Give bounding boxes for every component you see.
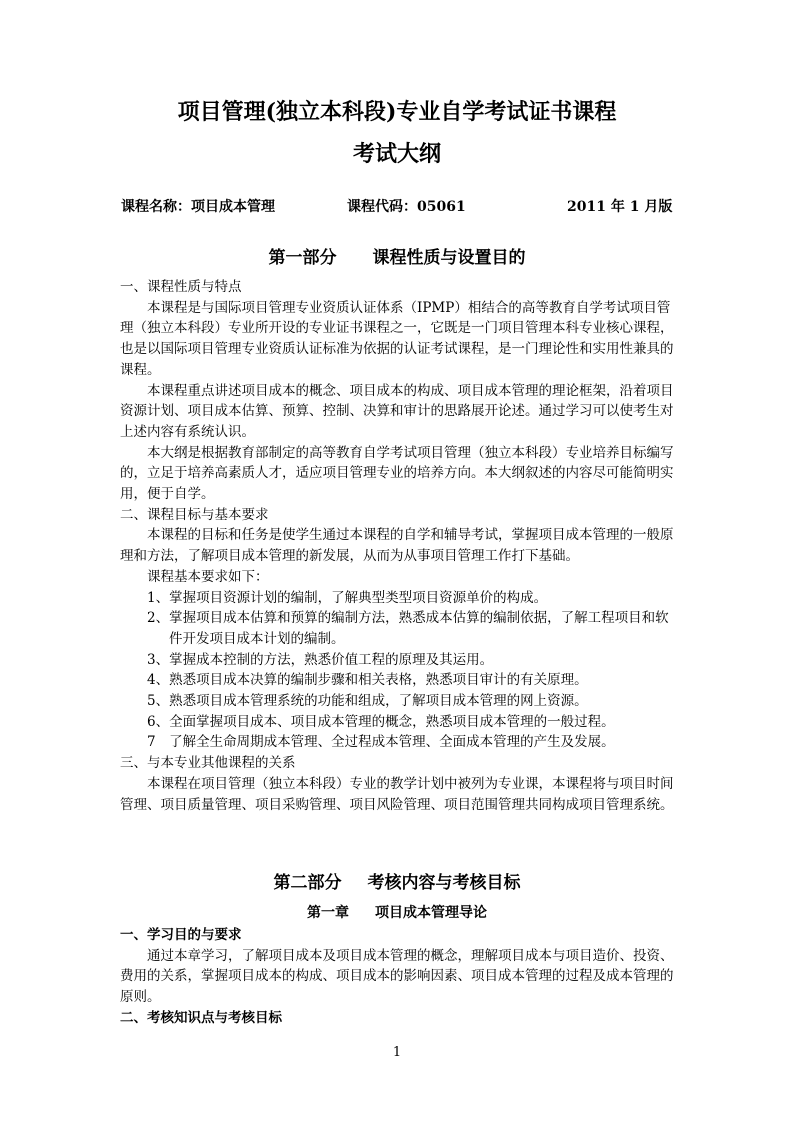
chapter-label: 第一章 xyxy=(307,905,349,921)
paragraph: 本课程是与国际项目管理专业资质认证体系（IPMP）相结合的高等教育自学考试项目管理（独立本科段）专业所开设的专业证书课程之一，它既是一门项目管理本科专业核心课程，也是以国际项目管理专业资质认证标准为依据的认证考试课程，是一门理论性和实用性兼具的课程。 xyxy=(120,299,674,378)
course-name: 课程名称：项目成本管理 xyxy=(121,199,275,215)
course-meta xyxy=(121,197,681,219)
section-heading: 一、学习目的与要求 xyxy=(120,927,242,943)
section-heading: 二、考核知识点与考核目标 xyxy=(120,1009,282,1026)
paragraph: 本大纲是根据教育部制定的高等教育自学考试项目管理（独立本科段）专业培养目标编写的，立足于培养高素质人才，适应项目管理专业的培养方向。本大纲叙述的内容尽可能简明实用，便于自学。 xyxy=(120,444,674,503)
requirement-item: 6、全面掌握项目成本、项目成本管理的概念，熟悉项目成本管理的一般过程。 xyxy=(147,713,615,730)
paragraph: 通过本章学习，了解项目成本及项目成本管理的概念，理解项目成本与项目造价、投资、费用的关系，掌握项目成本的构成、项目成本的影响因素、项目成本管理的过程及成本管理的原则。 xyxy=(120,947,674,1006)
requirement-item: 2、掌握项目成本估算和预算的编制方法，熟悉成本估算的编制依据，了解工程项目和软件开发项目成本计划的编制。 xyxy=(147,610,669,647)
edition: 2011 年 1 月版 xyxy=(567,199,673,215)
chapter-heading xyxy=(0,903,794,923)
document-title: 项目管理(独立本科段)专业自学考试证书课程 xyxy=(177,99,617,125)
paragraph: 本课程在项目管理（独立本科段）专业的教学计划中被列为专业课，本课程将与项目时间管理、项目质量管理、项目采购管理、项目风险管理、项目范围管理共同构成项目管理系统。 xyxy=(120,775,674,813)
requirement-item: 7 了解全生命周期成本管理、全过程成本管理、全面成本管理的产生及发展。 xyxy=(147,734,615,751)
section-heading: 三、与本专业其他课程的关系 xyxy=(120,755,296,772)
section-heading: 二、课程目标与基本要求 xyxy=(120,506,269,523)
requirements-intro: 课程基本要求如下： xyxy=(147,568,269,585)
section-heading: 一、课程性质与特点 xyxy=(120,279,242,295)
part2-heading xyxy=(0,872,794,894)
part1-body xyxy=(120,277,680,815)
part2-title: 考核内容与考核目标 xyxy=(367,873,521,893)
part1-title: 课程性质与设置目的 xyxy=(372,248,526,268)
page-number: 1 xyxy=(392,1045,402,1060)
requirement-item: 5、熟悉项目成本管理系统的功能和组成，了解项目成本管理的网上资源。 xyxy=(147,693,588,710)
part1-heading xyxy=(0,247,794,269)
paragraph: 本课程重点讲述项目成本的概念、项目成本的构成、项目成本管理的理论框架，沿着项目资源计划、项目成本估算、预算、控制、决算和审计的思路展开论述。通过学习可以使考生对上述内容有系统认识。 xyxy=(120,382,674,440)
document-subtitle: 考试大纲 xyxy=(352,141,441,167)
requirement-item: 1、掌握项目资源计划的编制，了解典型类型项目资源单价的构成。 xyxy=(147,589,548,606)
course-code: 课程代码：05061 xyxy=(347,199,466,215)
requirement-item: 3、掌握成本控制的方法，熟悉价值工程的原理及其运用。 xyxy=(147,651,494,668)
part2-body xyxy=(120,925,680,1029)
requirement-item: 4、熟悉项目成本决算的编制步骤和相关表格，熟悉项目审计的有关原理。 xyxy=(147,672,588,689)
paragraph: 本课程的目标和任务是使学生通过本课程的自学和辅导考试，掌握项目成本管理的一般原理和方法，了解项目成本管理的新发展，从而为从事项目管理工作打下基础。 xyxy=(120,527,674,565)
part1-label: 第一部分 xyxy=(268,248,337,268)
chapter-title: 项目成本管理导论 xyxy=(375,905,487,921)
part2-label: 第二部分 xyxy=(273,873,342,893)
